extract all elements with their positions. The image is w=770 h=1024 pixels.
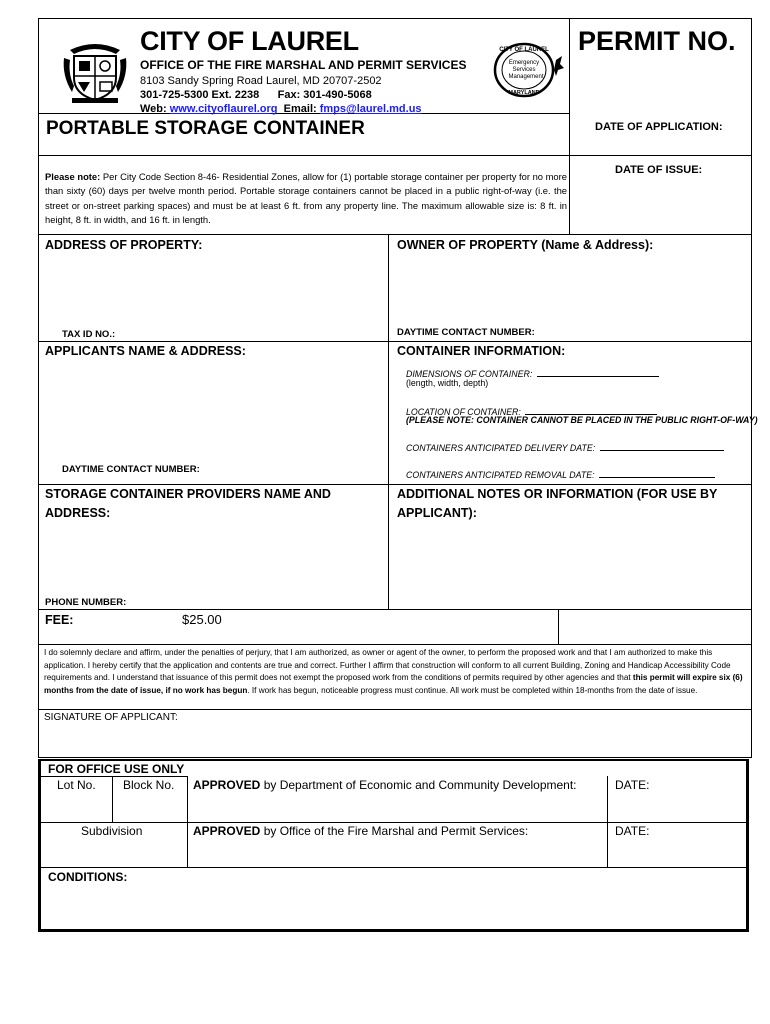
form-border-left [38, 18, 39, 758]
date-label-1: DATE: [615, 778, 650, 792]
email-link[interactable]: fmps@laurel.md.us [319, 103, 422, 115]
office-fax: Fax: 301-490-5068 [277, 89, 372, 101]
approved-fmps [193, 824, 528, 838]
line-under-decl [38, 709, 752, 710]
ems-bottom-text: MARYLAND [508, 90, 540, 96]
owner-of-property-label: OWNER OF PROPERTY (Name & Address): [397, 238, 654, 252]
owner-of-property-field[interactable] [392, 256, 748, 324]
address-of-property-label: ADDRESS OF PROPERTY: [45, 238, 203, 252]
owner-daytime-contact-label: DAYTIME CONTACT NUMBER: [397, 327, 535, 338]
ems-line-1: Emergency [508, 60, 540, 66]
subdivision-label: Subdivision [81, 824, 143, 838]
note-label: Please note: [45, 171, 101, 182]
form-title: PORTABLE STORAGE CONTAINER [46, 118, 365, 139]
conditions-field[interactable] [44, 886, 744, 926]
approved-dced-text: by Department of Economic and Community Development: [263, 778, 577, 792]
email-label: Email: [283, 103, 317, 115]
removal-date-label: CONTAINERS ANTICIPATED REMOVAL DATE: [406, 470, 595, 480]
provider-name-address-field[interactable] [42, 524, 384, 592]
additional-notes-label: ADDITIONAL NOTES OR INFORMATION (FOR USE BY APPLICANT): [397, 487, 718, 520]
office-box-right [746, 759, 749, 931]
applicants-name-address-label: APPLICANTS NAME & ADDRESS: [45, 344, 246, 358]
declaration-part-2: . If work has begun, noticeable progress must continue. All work must be completed within 18-months from the date of issue. [247, 685, 698, 695]
form-border-bottom [38, 757, 752, 758]
header-divider [569, 18, 570, 235]
line-under-phone [38, 609, 752, 610]
office-box-bottom [38, 929, 749, 932]
signature-label: SIGNATURE OF APPLICANT: [44, 712, 178, 723]
approved-fmps-text: by Office of the Fire Marshal and Permit Services: [263, 824, 529, 838]
approved-label-2: APPROVED [193, 824, 261, 838]
office-address: 8103 Sandy Spring Road Laurel, MD 20707-2502 [140, 75, 382, 87]
office-col-lot [112, 776, 113, 822]
line-under-fee [38, 644, 752, 645]
date-of-issue-label: DATE OF ISSUE: [615, 164, 703, 176]
office-box-top [38, 759, 749, 761]
declaration-part-1: I do solemnly declare and affirm, under the penalties of perjury, that I am authorized, as owner or agent of the owner, to perform the proposed work and that I am authorized to make this application. I hereby certify that the application and contents are true and correct. Further I affirm that construction will conform to all current Building, Zoning and Handicap Accessibility Code requirements and. I understand that issuance of this permit does not exempt the proposed work from the conditions of permits required by other agencies and that [44, 648, 731, 682]
line-under-note [38, 234, 752, 235]
removal-date-field[interactable] [599, 468, 715, 478]
applicants-name-address-field[interactable] [42, 362, 384, 458]
applicant-daytime-contact-label: DAYTIME CONTACT NUMBER: [62, 464, 200, 475]
dimensions-hint: (length, width, depth) [406, 378, 489, 388]
conditions-label: CONDITIONS: [48, 870, 128, 884]
office-contact [140, 74, 422, 116]
office-name: OFFICE OF THE FIRE MARSHAL AND PERMIT SERVICES [140, 58, 467, 72]
form-border-top [38, 18, 752, 19]
policy-note [45, 170, 567, 227]
location-field[interactable] [525, 405, 657, 415]
block-no-label: Block No. [123, 778, 175, 792]
office-phone: 301-725-5300 Ext. 2238 [140, 89, 260, 101]
website-link[interactable]: www.cityoflaurel.org [169, 103, 278, 115]
mid-divider-1 [388, 234, 389, 484]
dimensions-label: DIMENSIONS OF CONTAINER: [406, 369, 533, 379]
location-label: LOCATION OF CONTAINER: [406, 407, 521, 417]
line-under-title [38, 155, 752, 156]
web-label: Web: [140, 103, 167, 115]
approved-label-1: APPROVED [193, 778, 261, 792]
additional-notes-field[interactable] [392, 524, 748, 606]
signature-field[interactable] [42, 726, 748, 754]
fee-label: FEE: [45, 613, 74, 627]
declaration-expiry: this permit will expire six (6) months from the date of issue, if no work has begun [44, 673, 743, 695]
mid-divider-2 [388, 484, 389, 609]
delivery-date-field[interactable] [600, 441, 724, 451]
city-title: CITY OF LAUREL [140, 26, 359, 56]
location-note: (PLEASE NOTE: CONTAINER CANNOT BE PLACED IN THE PUBLIC RIGHT-OF-WAY) [406, 415, 758, 425]
emergency-management-logo-icon [484, 42, 564, 98]
declaration-text [44, 647, 744, 697]
provider-name-address-label: STORAGE CONTAINER PROVIDERS NAME AND ADDRESS: [45, 487, 331, 520]
date-of-issue-field[interactable] [572, 180, 748, 230]
office-row-1-top [40, 776, 188, 777]
phone-number-label: PHONE NUMBER: [45, 597, 127, 608]
lot-no-label: Lot No. [57, 778, 96, 792]
office-row-3-top [40, 867, 748, 868]
ems-top-text: CITY OF LAUREL [499, 47, 549, 53]
ems-line-3: Management [508, 74, 544, 80]
address-of-property-field[interactable] [42, 256, 384, 324]
fee-value: $25.00 [182, 612, 222, 627]
city-seal-icon [60, 36, 130, 106]
permit-number-label: PERMIT NO. [578, 26, 736, 56]
date-label-2: DATE: [615, 824, 650, 838]
dimensions-field[interactable] [537, 367, 659, 377]
fee-divider [558, 609, 559, 644]
delivery-date-row [406, 438, 724, 456]
office-row-2-top [40, 822, 748, 823]
office-use-title: FOR OFFICE USE ONLY [48, 762, 185, 776]
tax-id-label: TAX ID NO.: [62, 329, 116, 340]
date-of-application-label: DATE OF APPLICATION: [595, 121, 723, 133]
date-of-application-field[interactable] [572, 137, 748, 153]
removal-date-row [406, 465, 715, 483]
ems-line-2: Services [512, 67, 536, 73]
container-information-label: CONTAINER INFORMATION: [397, 344, 566, 358]
approved-dced [193, 778, 577, 792]
note-text: Per City Code Section 8-46- Residential Zones, allow for (1) portable storage container per property for no more than sixty (60) days per twelve month period. Portable storage containers cannot be placed in a public right-of-way (i.e. the street or on-street parking spaces) and must be at least 6 ft. from any property line. The maximum allowable size is: 8 ft. in height, 8 ft. in width, and 16 ft. in length. [45, 171, 567, 225]
delivery-date-label: CONTAINERS ANTICIPATED DELIVERY DATE: [406, 443, 596, 453]
form-border-right [751, 18, 752, 758]
office-box-left [38, 759, 41, 931]
